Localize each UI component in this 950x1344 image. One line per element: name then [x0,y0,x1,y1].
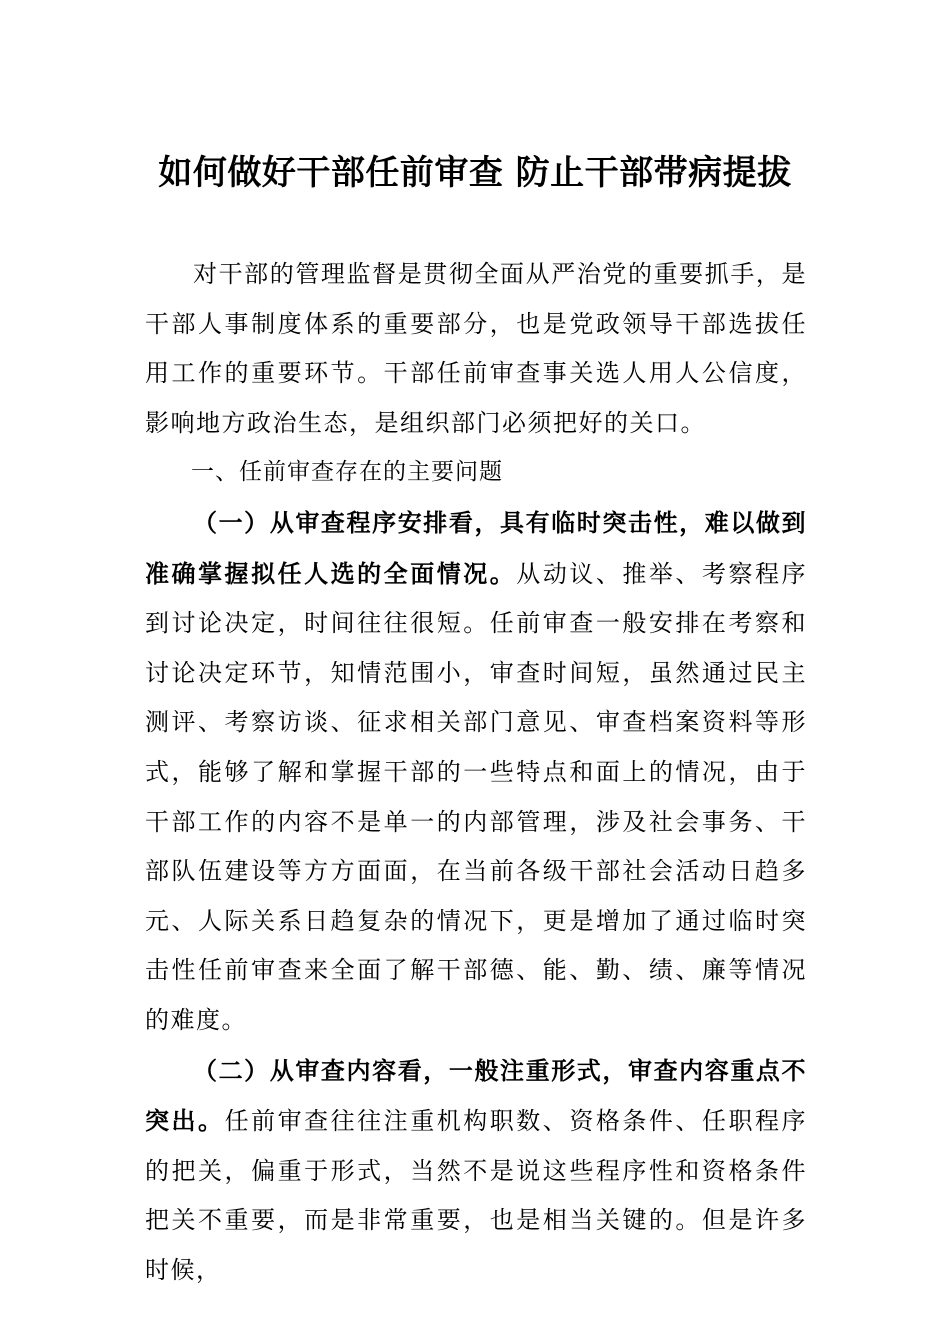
item-1-lead: （一）从审查程序安排看，具有临时突击性，难以做到准确掌握拟任人选的全面情况。 [145,507,807,588]
document-title: 如何做好干部任前审查 防止干部带病提拔 [158,153,792,193]
section-heading-1: 一、任前审查存在的主要问题 [191,459,503,486]
item-2-lead: （二）从审查内容看，一般注重形式，审查内容重点不突出。 [145,1055,807,1136]
item-2-paragraph [145,1046,807,1296]
intro-paragraph: 对干部的管理监督是贯彻全面从严治党的重要抓手，是干部人事制度体系的重要部分，也是党政领导干部选拔任用工作的重要环节。干部任前审查事关选人用人公信度，影响地方政治生态，是组织部门必须把好的关口。 [145,260,807,437]
item-1-paragraph [145,498,807,1046]
item-2-text: 任前审查往往注重机构职数、资格条件、任职程序的把关，偏重于形式，当然不是说这些程序性和资格条件把关不重要，而是非常重要，也是相当关键的。但是许多时候， [145,1107,807,1284]
item-1-text: 从动议、推举、考察程序到讨论决定，时间往往很短。任前审查一般安排在考察和讨论决定环节，知情范围小，审查时间短，虽然通过民主测评、考察访谈、征求相关部门意见、审查档案资料等形式，能够了解和掌握干部的一些特点和面上的情况，由于干部工作的内容不是单一的内部管理，涉及社会事务、干部队伍建设等方方面面，在当前各级干部社会活动日趋多元、人际关系日趋复杂的情况下，更是增加了通过临时突击性任前审查来全面了解干部德、能、勤、绩、廉等情况的难度。 [145,559,808,1034]
document-body [145,250,807,1295]
